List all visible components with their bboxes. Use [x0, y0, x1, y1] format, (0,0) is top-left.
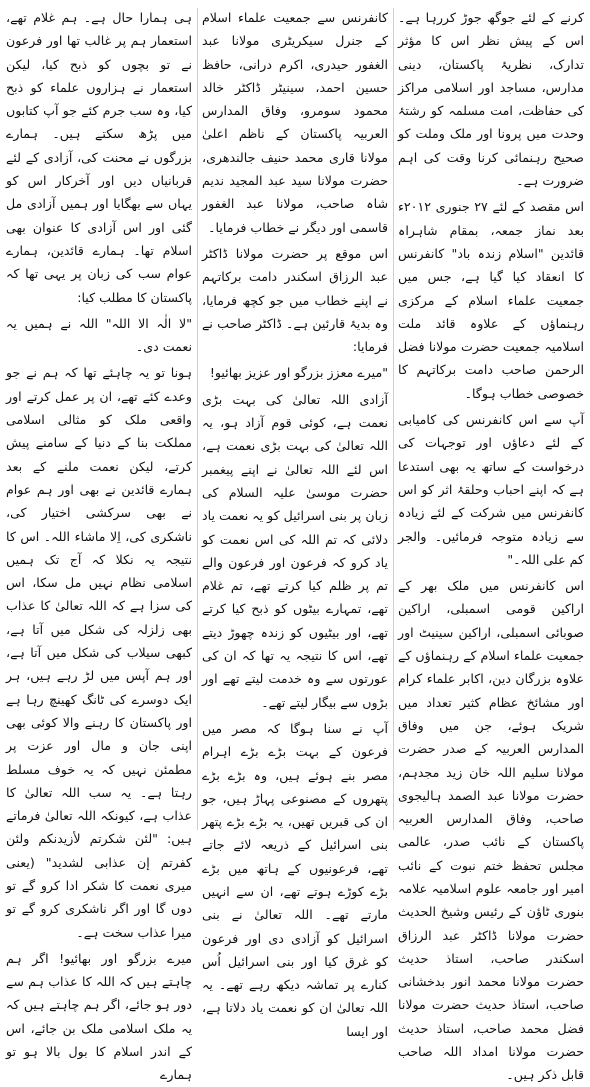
paragraph: اس کانفرنس میں ملک بھر کے اراکین قومی اسمبلی، اراکین صوبائی اسمبلی، اراکین سینیٹ اور جمعیت علماء اسلام کے رہنماؤں کے علاوہ بزرگان دین، اکابر علماء کرام اور مشائخ عظام کثیر تعداد میں شریک ہوئے، جن میں وفاق المدارس العربیہ کے صدر حضرت مولانا سلیم اللہ خان زید مجدہم، حضرت مولانا عبد الصمد ہالیجوی صاحب، وفاق المدارس العربیہ پاکستان کے نائب صدر، عالمی مجلس تحفظ ختم نبوت کے نائب امیر اور جامعہ علوم اسلامیہ علامہ بنوری ٹاؤن کے رئیس وشیخ الحدیث حضرت مولانا ڈاکٹر عبد الرزاق اسکندر صاحب، استاذ حدیث حضرت مولانا محمد انور بدخشانی صاحب، استاذ حدیث حضرت مولانا فضل محمد صاحب، استاذ حدیث حضرت مولانا امداد اللہ صاحب قابل ذکر ہیں۔ — [398, 578, 584, 1083]
column-divider — [197, 8, 198, 830]
paragraph: آپ سے اس کانفرنس کی کامیابی کے لئے دعاؤں اور توجہات کی درخواست کے ساتھ یہ بھی استدعا ہے کہ اپنے احباب وحلقۂ اثر کو اس کانفرنس میں شرکت کے لئے زیادہ سے زیادہ متوجہ فرمائیں۔ والجر کم علی اللہ۔" — [398, 412, 584, 567]
column-divider — [393, 8, 394, 830]
paragraph: اس مقصد کے لئے ۲۷ جنوری ۲۰۱۲ء بعد نماز جمعہ، بمقام شاہراہ قائدین "اسلام زندہ باد" کانفرنس کا انعقاد کیا گیا ہے، جس میں جمعیت علماء اسلام کے مرکزی رہنماؤں کے علاوہ قائد ملت اسلامیہ جمعیت حضرت مولانا فضل الرحمن صاحب دامت برکاتہم کا خصوصی خطاب ہوگا۔ — [398, 199, 584, 401]
paragraph: "میرے معزز بزرگو اور عزیز بھائیو! — [209, 365, 388, 381]
paragraph: کانفرنس سے جمعیت علماء اسلام کے جنرل سیکریٹری مولانا عبد الغفور حیدری، اکرم درانی، حافظ حسین احمد، سینیٹر ڈاکٹر خالد محمود سومرو، وفاق المدارس العربیہ پاکستان کے ناظم اعلیٰ مولانا قاری محمد حنیف جالندھری، حضرت مولانا سید عبد المجید ندیم شاہ صاحب، مولانا عبد الغفور قاسمی اور دیگر نے خطاب فرمایا۔ — [202, 10, 388, 235]
paragraph: ہونا تو یہ چاہئے تھا کہ ہم نے جو وعدے کئے تھے، ان پر عمل کرتے اور واقعی ملک کو مثالی اسلامی مملکت بنا کے دنیا کے سامنے پیش کرتے، لیکن نعمت ملنے کے بعد ہمارے قائدین نے بھی اور ہم عوام نے بھی سرکشی اختیار کی، ناشکری کی، اِلا ماشاء اللہ۔ اس کا نتیجہ یہ نکلا کہ آج تک ہمیں اسلامی نظام نہیں مل سکا، اس کی سزا ہے کہ اللہ تعالیٰ کا عذاب بھی زلزلہ کی شکل میں آتا ہے، کبھی سیلاب کی شکل میں آتا ہے، اور ہم آپس میں لڑ رہے ہیں، ہر ایک دوسرے کی ٹانگ کھینچ رہا ہے اور پاکستان کا رہنے والا کوئی بھی اپنی جان و مال اور عزت پر مطمئن نہیں کہ یہ خوف مسلط رہتا ہے۔ یہ سب اللہ تعالیٰ کا عذاب ہے، کیونکہ اللہ تعالیٰ فرماتے ہیں: "لئن شکرتم لأزیدنکم ولئن کفرتم إن عذابی لشدید" (یعنی میری نعمت کا شکر ادا کرو گے تو دوں گا اور اگر ناشکری کرو گے تو میرا عذاب سخت ہے۔ — [6, 365, 192, 940]
paragraph: کرنے کے لئے جوگھ جوڑ کررہا ہے۔ اس کے پیش نظر اس کا مؤثر تدارک، نظریۂ پاکستان، دینی مدارس، مساجد اور اسلامی مراکز کی حفاظت، امت مسلمہ کو رشتۂ وحدت میں پرونا اور ملک وملت کو صحیح رہنمائی کرنا وقت کی اہم ضرورت ہے۔ — [398, 10, 584, 189]
paragraph: آزادی اللہ تعالیٰ کی بہت بڑی نعمت ہے، کوئی قوم آزاد ہو، یہ اللہ تعالیٰ کی بہت بڑی نعمت ہے، اس لئے اللہ تعالیٰ نے اپنے پیغمبر حضرت موسیٰ علیہ السلام کی زبان پر بنی اسرائیل کو یہ نعمت یاد دلائی کہ تم اللہ کی اس نعمت کو یاد کرو کہ فرعون اور فرعون والے تم پر ظلم کیا کرتے تھے، تم غلام تھے، تمہارے بیٹوں کو ذبح کیا کرتے تھے، اور بیٹیوں کو زندہ چھوڑ دیتے تھے، اس کا نتیجہ یہ تھا کہ ان کی عورتوں سے وہ خدمت لیتے تھے اور بڑوں سے بیگار لیتے تھے۔ — [202, 391, 388, 710]
paragraph: اس موقع پر حضرت مولانا ڈاکٹر عبد الرزاق اسکندر دامت برکاتہم نے اپنے خطاب میں جو کچھ فرمایا، وہ بدیۂ قارئین ہے۔ ڈاکٹر صاحب نے فرمایا: — [202, 245, 388, 355]
text-column-middle — [202, 6, 388, 1039]
paragraph: آپ نے سنا ہوگا کہ مصر میں فرعون کے بہت بڑے بڑے اہرام مصر بنے ہوئے ہیں، وہ بڑے بڑے پتھروں کے مصنوعی پہاڑ ہیں، جو ان کی قبریں تھیں، یہ بڑے بڑے پتھر بنی اسرائیل کے ذریعہ لائے جاتے تھے، فرعونیوں کے ہاتھ میں بڑے بڑے کوڑے ہوتے تھے، ان سے انہیں مارتے تھے۔ اللہ تعالیٰ نے بنی اسرائیل کو آزادی دی اور فرعون کو غرق کیا اور بنی اسرائیل اُس کنارے پر تماشہ دیکھ رہے تھے۔ یہ اللہ تعالیٰ ان کو نعمت یاد دلاتا ہے، اور ایسا — [202, 720, 388, 1039]
paragraph: "لا الٰہ الا اللہ" اللہ نے ہمیں یہ نعمت دی۔ — [6, 315, 192, 355]
paragraph: میرے بزرگو اور بھائیو! اگر ہم چاہتے ہیں کہ اللہ کا عذاب ہم سے دور ہو جائے، اگر ہم چاہتے ہیں کہ یہ ملک اسلامی ملک بن جائے، اس کے اندر اسلام کا بول بالا ہو تو ہمارے — [6, 950, 192, 1083]
text-column-left — [6, 6, 192, 1083]
text-column-right — [398, 6, 584, 1083]
paragraph: ہی ہمارا حال ہے۔ ہم غلام تھے، استعمار ہم پر غالب تھا اور فرعون نے تو بچوں کو ذبح کیا، لیکن استعمار نے ہزاروں علماء کو ذبح کیا، وہ سب جرم کئے جو آپ کتابوں میں پڑھ سکتے ہیں۔ ہمارے بزرگوں نے محنت کی، آزادی کے لئے قربانیاں دیں اور آخرکار اس کو یہاں سے بھگایا اور ہمیں آزادی مل گئی اور اس آزادی کا عنوان بھی اسلام تھا۔ ہمارے قائدین، ہمارے عوام سب کی زبان پر یہی تھا کہ پاکستان کا مطلب کیا: — [6, 10, 192, 305]
